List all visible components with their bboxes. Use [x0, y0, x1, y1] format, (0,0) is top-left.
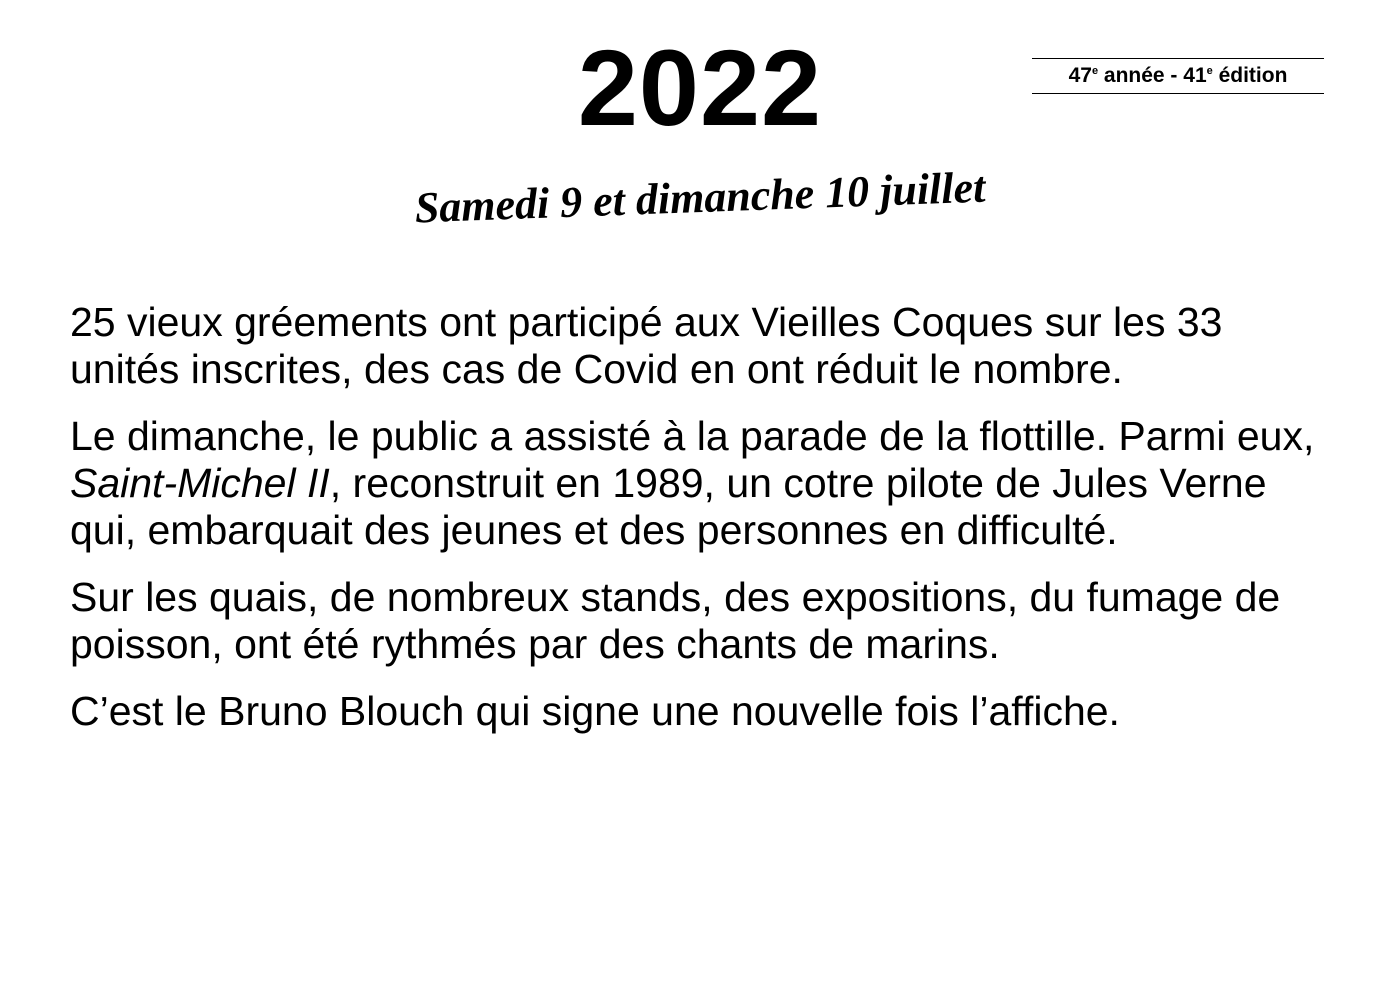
paragraph-participation: 25 vieux gréements ont participé aux Vieilles Coques sur les 33 unités inscrites, des cas de Covid en ont réduit le nombre. — [70, 299, 1223, 392]
year-number: 47 — [1068, 64, 1092, 87]
edition-banner — [1032, 58, 1324, 94]
edition-ordinal-suffix: e — [1206, 65, 1213, 77]
parade-text-after: , reconstruit en 1989, un cotre pilote de Jules Verne qui, embarquait des jeunes et des personnes en difficulté. — [70, 460, 1267, 553]
paragraph-quays: Sur les quais, de nombreux stands, des expositions, du fumage de poisson, ont été rythmés par des chants de marins. — [70, 574, 1281, 667]
year-label: année - — [1098, 64, 1184, 87]
year-title: 2022 — [577, 27, 823, 148]
parade-text-before: Le dimanche, le public a assisté à la parade de la flottille. Parmi eux, — [70, 413, 1315, 459]
paragraph-parade — [70, 413, 1340, 554]
edition-number: 41 — [1183, 64, 1207, 87]
year-ordinal-suffix: e — [1091, 65, 1099, 77]
boat-name: Saint-Michel II — [70, 460, 330, 506]
article-body — [70, 299, 1340, 755]
edition-label: édition — [1212, 64, 1288, 87]
paragraph-poster: C’est le Bruno Blouch qui signe une nouvelle fois l’affiche. — [70, 688, 1120, 734]
event-dates: Samedi 9 et dimanche 10 juillet — [413, 162, 987, 233]
